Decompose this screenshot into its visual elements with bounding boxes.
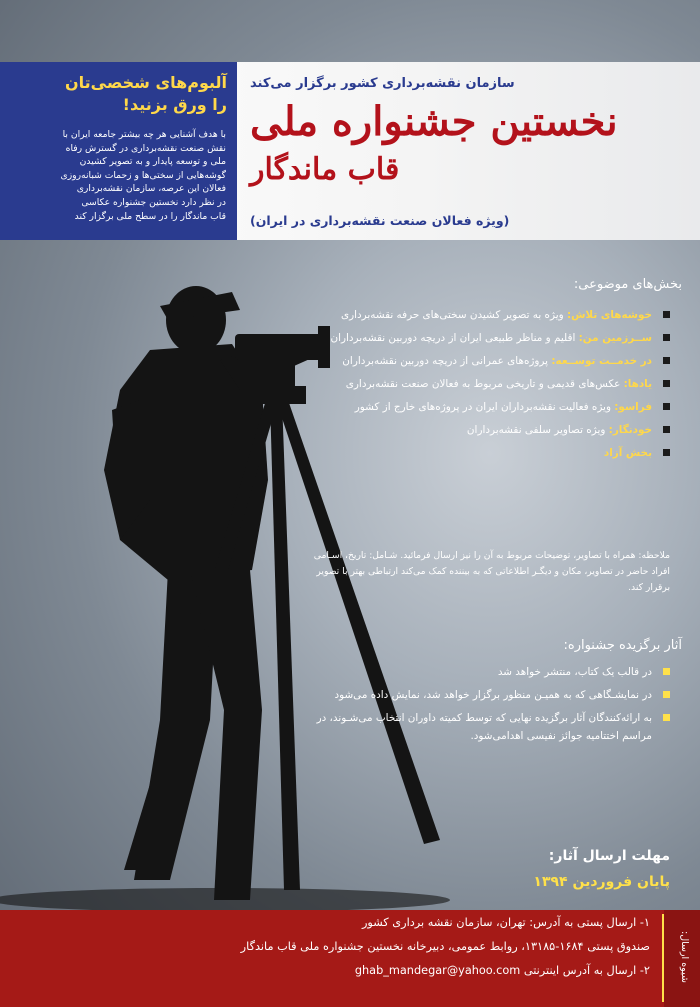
topic-text: اقلیم و مناظر طبیعی ایران از دریچه دوربین نقشه‌برداران <box>330 332 579 344</box>
topic-text: پروژه‌های عمرانی از دریچه دوربین نقشه‌برداران <box>342 355 552 367</box>
albums-title-line1: آلبوم‌های شخصی‌تان <box>64 73 227 92</box>
topic-label: یادها: <box>623 378 652 390</box>
square-bullet-icon <box>663 691 670 698</box>
topics-heading: بخش‌های موضوعی: <box>573 277 682 292</box>
square-bullet-icon <box>663 380 670 387</box>
albums-title-line2: را ورق بزنید! <box>122 95 227 114</box>
selected-item <box>310 663 670 681</box>
topic-item <box>310 306 670 324</box>
square-bullet-icon <box>663 334 670 341</box>
footer-divider <box>662 914 664 1002</box>
submission-note: ملاحظه: همراه با تصاویر، توضیحات مربوط به آن را نیز ارسال فرمائید. شـامل: تاریخ، اسـامی افراد حاضر در تصاویر، مکان و دیگـر اطلاعاتی که به بیننده کمک می‌کند ارتباطی بهتر با تصویر برقرار کند. <box>313 550 670 593</box>
selected-heading: آثار برگزیده جشنواره: <box>563 638 682 653</box>
albums-body-line: ملی و توسعه پایدار و به تصویر کشیدن <box>79 156 226 168</box>
deadline-heading: مهلت ارسال آثار: <box>548 848 670 864</box>
festival-title-line1: نخستین جشنواره ملی <box>250 98 618 145</box>
topic-item <box>310 444 670 462</box>
albums-body-line: گوشه‌هایی از سختی‌ها و زحمات شبانه‌روزی <box>60 169 226 181</box>
deadline-value: پایان فروردین ۱۳۹۴ <box>533 874 670 890</box>
topic-text: عکس‌های قدیمی و تاریخی مربوط به فعالان صنعت نقشه‌برداری <box>345 378 624 390</box>
topic-item <box>310 329 670 347</box>
albums-title <box>12 72 227 116</box>
topic-label: خوشه‌های تلاش: <box>566 309 652 321</box>
albums-body-line: در نظر دارد نخستین جشنواره عکاسی <box>81 196 226 208</box>
selected-text: در نمایشـگاهی که به همیـن منظور برگزار خواهد شد، نمایش داده می‌شود <box>334 689 652 701</box>
selected-list <box>310 663 670 750</box>
footer-line-email[interactable]: ۲- ارسال به آدرس اینترنتی ghab_mandegar@yahoo.com <box>354 964 650 977</box>
square-bullet-icon <box>663 403 670 410</box>
topic-label: فراسو: <box>614 401 652 413</box>
selected-item <box>310 686 670 704</box>
topic-label: خودنگار: <box>608 424 652 436</box>
topic-text: ویژه به تصویر کشیدن سختی‌های حرفه نقشه‌برداری <box>340 309 567 321</box>
selected-item <box>310 709 670 745</box>
selected-text: در قالب یک کتاب، منتشر خواهد شد <box>497 666 652 678</box>
albums-body-line: قاب ماندگار را در سطح ملی برگزار کند <box>74 210 226 222</box>
topic-item <box>310 398 670 416</box>
albums-body-line: فعالان این عرصه، سازمان نقشه‌برداری <box>76 183 226 195</box>
festival-title-line2: قاب ماندگار <box>250 152 400 187</box>
square-bullet-icon <box>663 357 670 364</box>
topics-list <box>310 306 670 467</box>
albums-body <box>14 128 226 223</box>
topic-item <box>310 352 670 370</box>
topic-text: ویژه فعالیت نقشه‌برداران ایران در پروژه‌های خارج از کشور <box>354 401 615 413</box>
albums-body-line: با هدف آشنایی هر چه بیشتر جامعه ایران با <box>62 129 226 140</box>
topic-item <box>310 421 670 439</box>
topic-item <box>310 375 670 393</box>
topic-label: ســرزمین من: <box>578 332 652 344</box>
selected-text: به ارائه‌کنندگان آثار برگزیده نهایی که توسط کمیته داوران انتخاب می‌شـوند، در مراسم اختتامیه جوائز نفیسی اهدامی‌شود. <box>316 712 652 742</box>
square-bullet-icon <box>663 311 670 318</box>
square-bullet-icon <box>663 668 670 675</box>
footer-side-label: شیوه ارسال: <box>679 931 690 983</box>
square-bullet-icon <box>663 714 670 721</box>
square-bullet-icon <box>663 449 670 456</box>
footer-line-pobox: صندوق پستی ۱۶۸۴-۱۳۱۸۵، روابط عمومی، دبیرخانه نخستین جشنواره ملی قاب ماندگار <box>240 940 650 953</box>
square-bullet-icon <box>663 426 670 433</box>
albums-body-line: نقش صنعت نقشه‌برداری در گسترش رفاه <box>65 142 226 154</box>
footer-line-postal: ۱- ارسال پستی به آدرس: تهران، سازمان نقشه برداری کشور <box>361 916 650 929</box>
organizer-line: سازمان نقشه‌برداری کشور برگزار می‌کند <box>250 76 515 91</box>
topic-label: بخش آزاد <box>603 447 652 459</box>
festival-subtitle: (ویژه فعالان صنعت نقشه‌برداری در ایران) <box>250 213 510 228</box>
topic-text: ویژه تصاویر سلفی نقشه‌برداران <box>466 424 609 436</box>
topic-label: در خدمــت توســعه: <box>551 355 652 367</box>
